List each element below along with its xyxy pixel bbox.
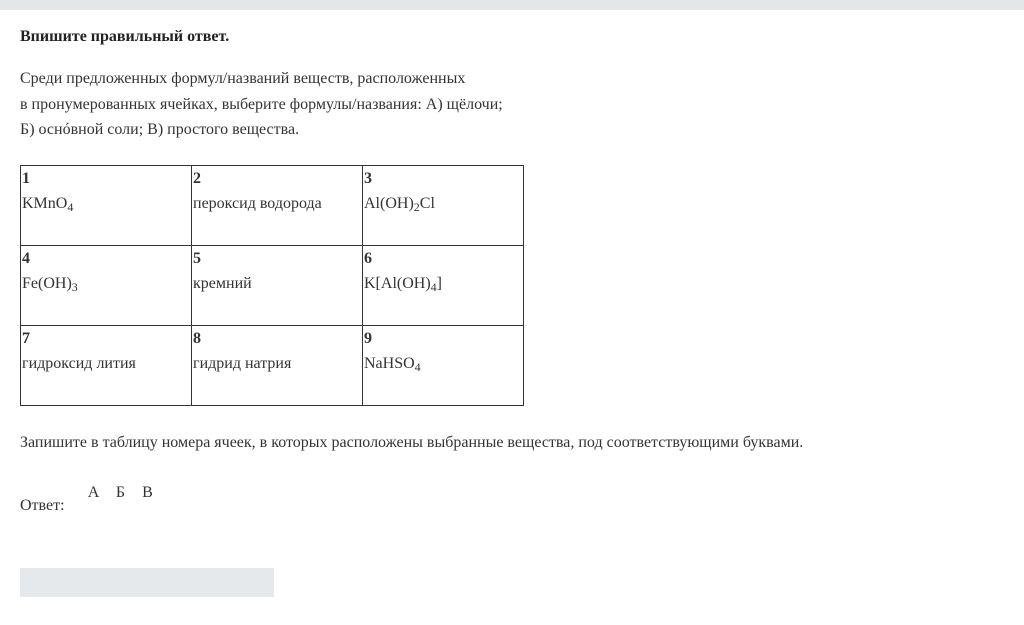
cell-number: 8: [193, 330, 201, 347]
answer-letter-v: В: [142, 484, 153, 501]
task-title: Впишите правильный ответ.: [20, 28, 230, 45]
answer-letter-b: Б: [115, 484, 126, 501]
question-line: Б) оснóвной соли; В) простого вещества.: [20, 121, 300, 138]
cell-formula: $Al(OH)_2Cl$: [364, 195, 435, 214]
table-cell: [363, 246, 524, 326]
cell-number: 9: [364, 330, 372, 347]
cell-number: 3: [364, 170, 372, 187]
substances-table: [20, 165, 524, 406]
answer-label: Ответ:: [20, 497, 65, 514]
table-cell: [363, 326, 524, 406]
cell-number: 7: [22, 330, 30, 347]
table-cell: [192, 326, 363, 406]
cell-number: 6: [364, 250, 372, 267]
cell-formula: гидрид натрия: [193, 355, 292, 372]
cell-number: 1: [22, 170, 30, 187]
answer-letter-a: А: [87, 484, 100, 501]
cell-number: 4: [22, 250, 30, 267]
cell-formula: $Fe(OH)_3$: [22, 275, 78, 294]
question-line: Среди предложенных формул/названий веществ, расположенных: [20, 70, 466, 87]
table-cell: [192, 246, 363, 326]
question-line: в пронумерованных ячейках, выберите формулы/названия: А) щёлочи;: [20, 95, 503, 113]
table-row: [21, 246, 524, 326]
cell-formula: KMnO$_4$: [22, 195, 74, 214]
cell-formula: кремний: [193, 275, 252, 292]
cell-formula: гидроксид лития: [22, 355, 136, 372]
cell-formula: NaHSO$_4$: [364, 355, 421, 374]
top-bar: [0, 0, 1024, 10]
table-cell: [363, 166, 524, 246]
cell-formula: пероксид водорода: [193, 195, 322, 212]
instruction-text: Запишите в таблицу номера ячеек, в которых расположены выбранные вещества, под соответствующими буквами.: [20, 434, 804, 451]
table-row: [21, 166, 524, 246]
cell-number: 5: [193, 250, 201, 267]
answer-letters: [80, 484, 161, 502]
cell-number: 2: [193, 170, 201, 187]
table-row: [21, 326, 524, 406]
table-cell: [21, 166, 192, 246]
table-cell: [21, 246, 192, 326]
table-cell: [21, 326, 192, 406]
cell-formula: $K[Al(OH)_4]$: [364, 275, 442, 294]
question-text: [20, 66, 503, 143]
answer-input[interactable]: [20, 568, 274, 597]
table-cell: [192, 166, 363, 246]
